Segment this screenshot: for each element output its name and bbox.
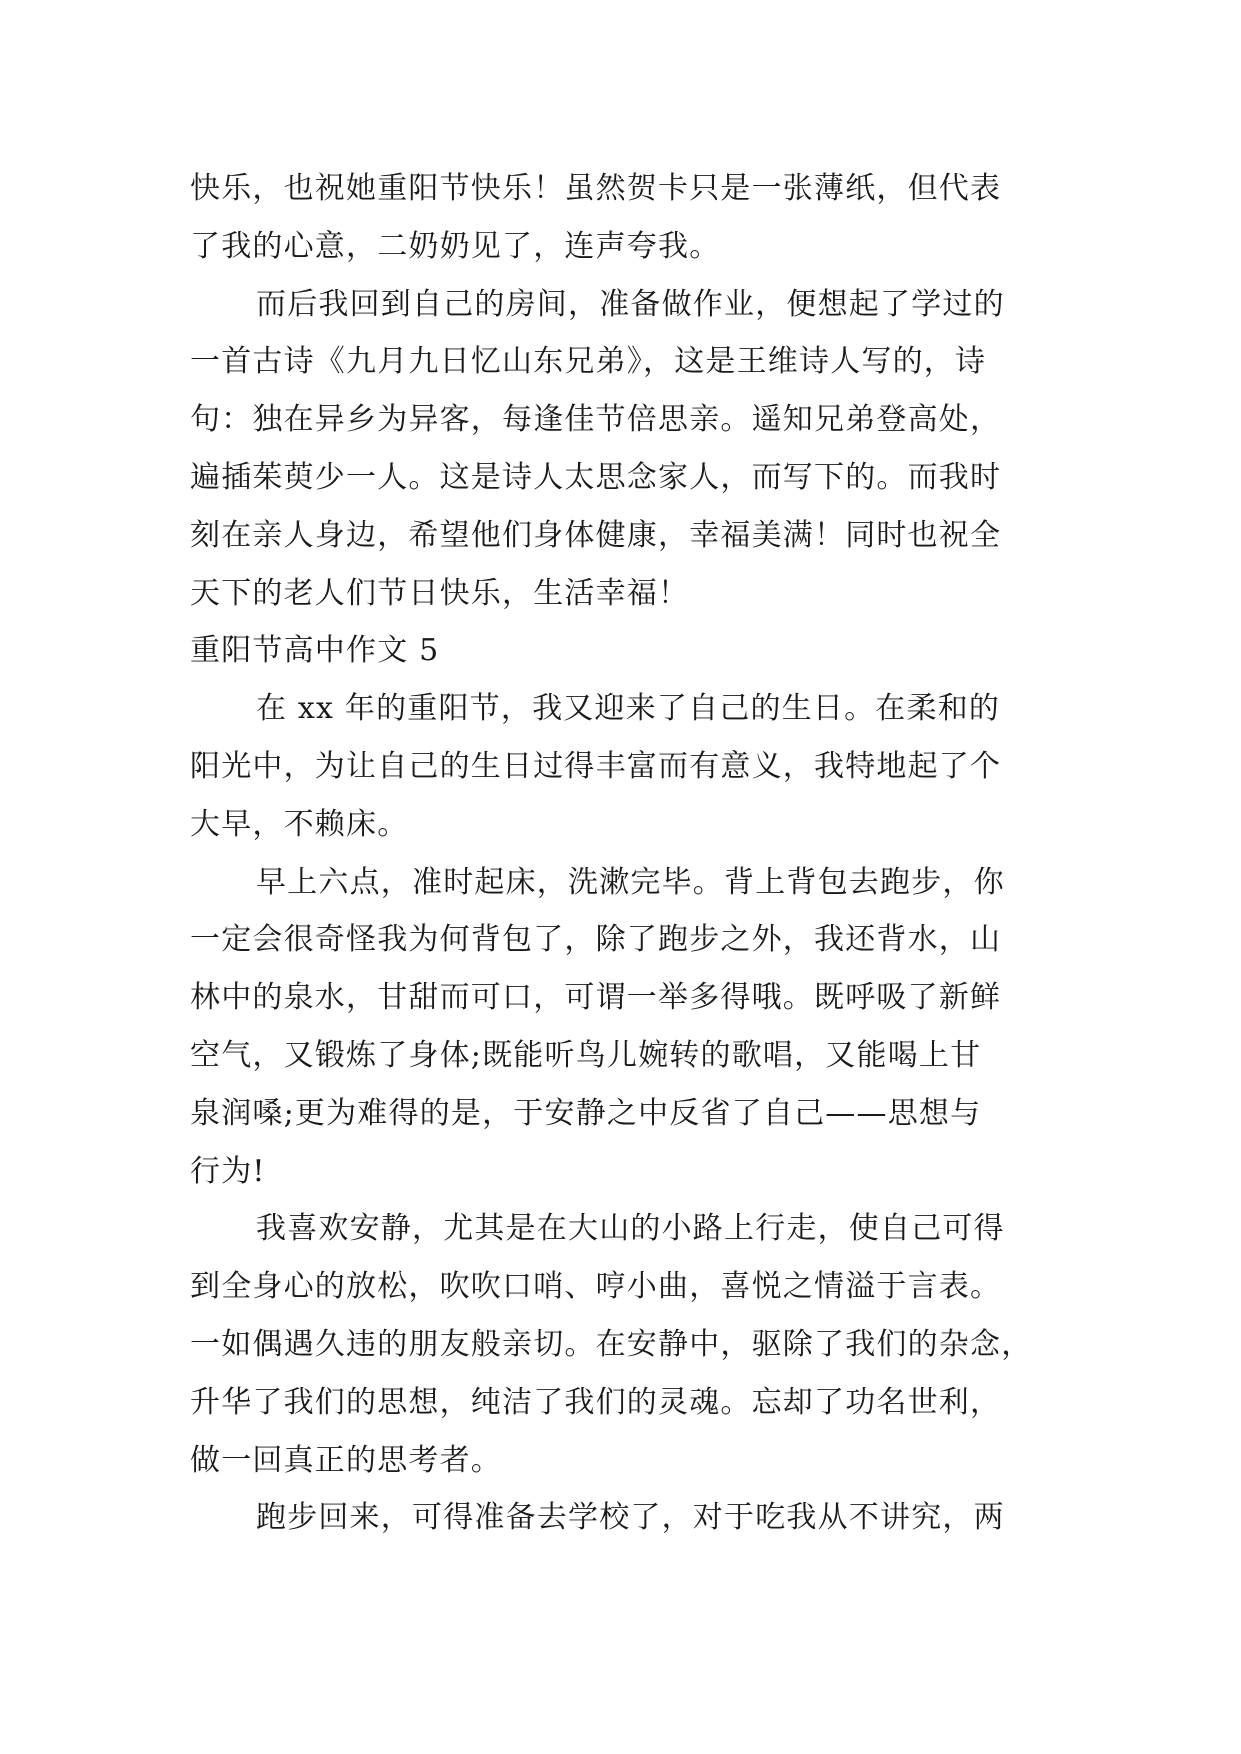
text-line: 天下的老人们节日快乐，生活幸福！	[190, 575, 690, 611]
text-line: 刻在亲人身边，希望他们身体健康，幸福美满！同时也祝全	[190, 517, 1002, 553]
text-line: 升华了我们的思想，纯洁了我们的灵魂。忘却了功名世利，	[190, 1384, 1002, 1420]
text-line: 快乐，也祝她重阳节快乐！虽然贺卡只是一张薄纸，但代表	[190, 171, 1002, 206]
text-line: 一如偶遇久违的朋友般亲切。在安静中，驱除了我们的杂念，	[190, 1326, 1033, 1362]
text-line: 句：独在异乡为异客，每逢佳节倍思亲。遥知兄弟登高处，	[190, 402, 1002, 438]
text-line: 我喜欢安静，尤其是在大山的小路上行走，使自己可得	[256, 1211, 1005, 1247]
document-body	[190, 160, 1050, 1547]
text-line: 阳光中，为让自己的生日过得丰富而有意义，我特地起了个	[190, 748, 1002, 784]
text-line: 泉润嗓;更为难得的是，于安静之中反省了自己——思想与	[190, 1095, 982, 1131]
text-line: 而后我回到自己的房间，准备做作业，便想起了学过的	[256, 286, 1005, 322]
text-line: 了我的心意，二奶奶见了，连声夸我。	[190, 228, 721, 264]
text-line: 一定会很奇怪我为何背包了，除了跑步之外，我还背水，山	[190, 922, 1002, 958]
text-line: 跑步回来，可得准备去学校了，对于吃我从不讲究，两	[256, 1500, 1005, 1536]
text-line: 遍插茱萸少一人。这是诗人太思念家人，而写下的。而我时	[190, 459, 1002, 495]
text-line: 一首古诗《九月九日忆山东兄弟》，这是王维诗人写的，诗	[190, 344, 987, 380]
text-line: 在 xx 年的重阳节，我又迎来了自己的生日。在柔和的	[256, 691, 1001, 727]
text-line: 做一回真正的思考者。	[190, 1442, 502, 1478]
text-line: 林中的泉水，甘甜而可口，可谓一举多得哦。既呼吸了新鲜	[190, 980, 1002, 1016]
text-line: 到全身心的放松，吹吹口哨、哼小曲，喜悦之情溢于言表。	[190, 1269, 1002, 1305]
text-line: 行为!	[190, 1153, 266, 1189]
text-line: 空气，又锻炼了身体;既能听鸟儿婉转的歌唱，又能喝上甘	[190, 1037, 982, 1073]
text-line: 大早，不赖床。	[190, 806, 409, 842]
text-line: 早上六点，准时起床，洗漱完毕。背上背包去跑步，你	[256, 864, 1005, 900]
section-heading: 重阳节高中作文 5	[190, 633, 440, 669]
